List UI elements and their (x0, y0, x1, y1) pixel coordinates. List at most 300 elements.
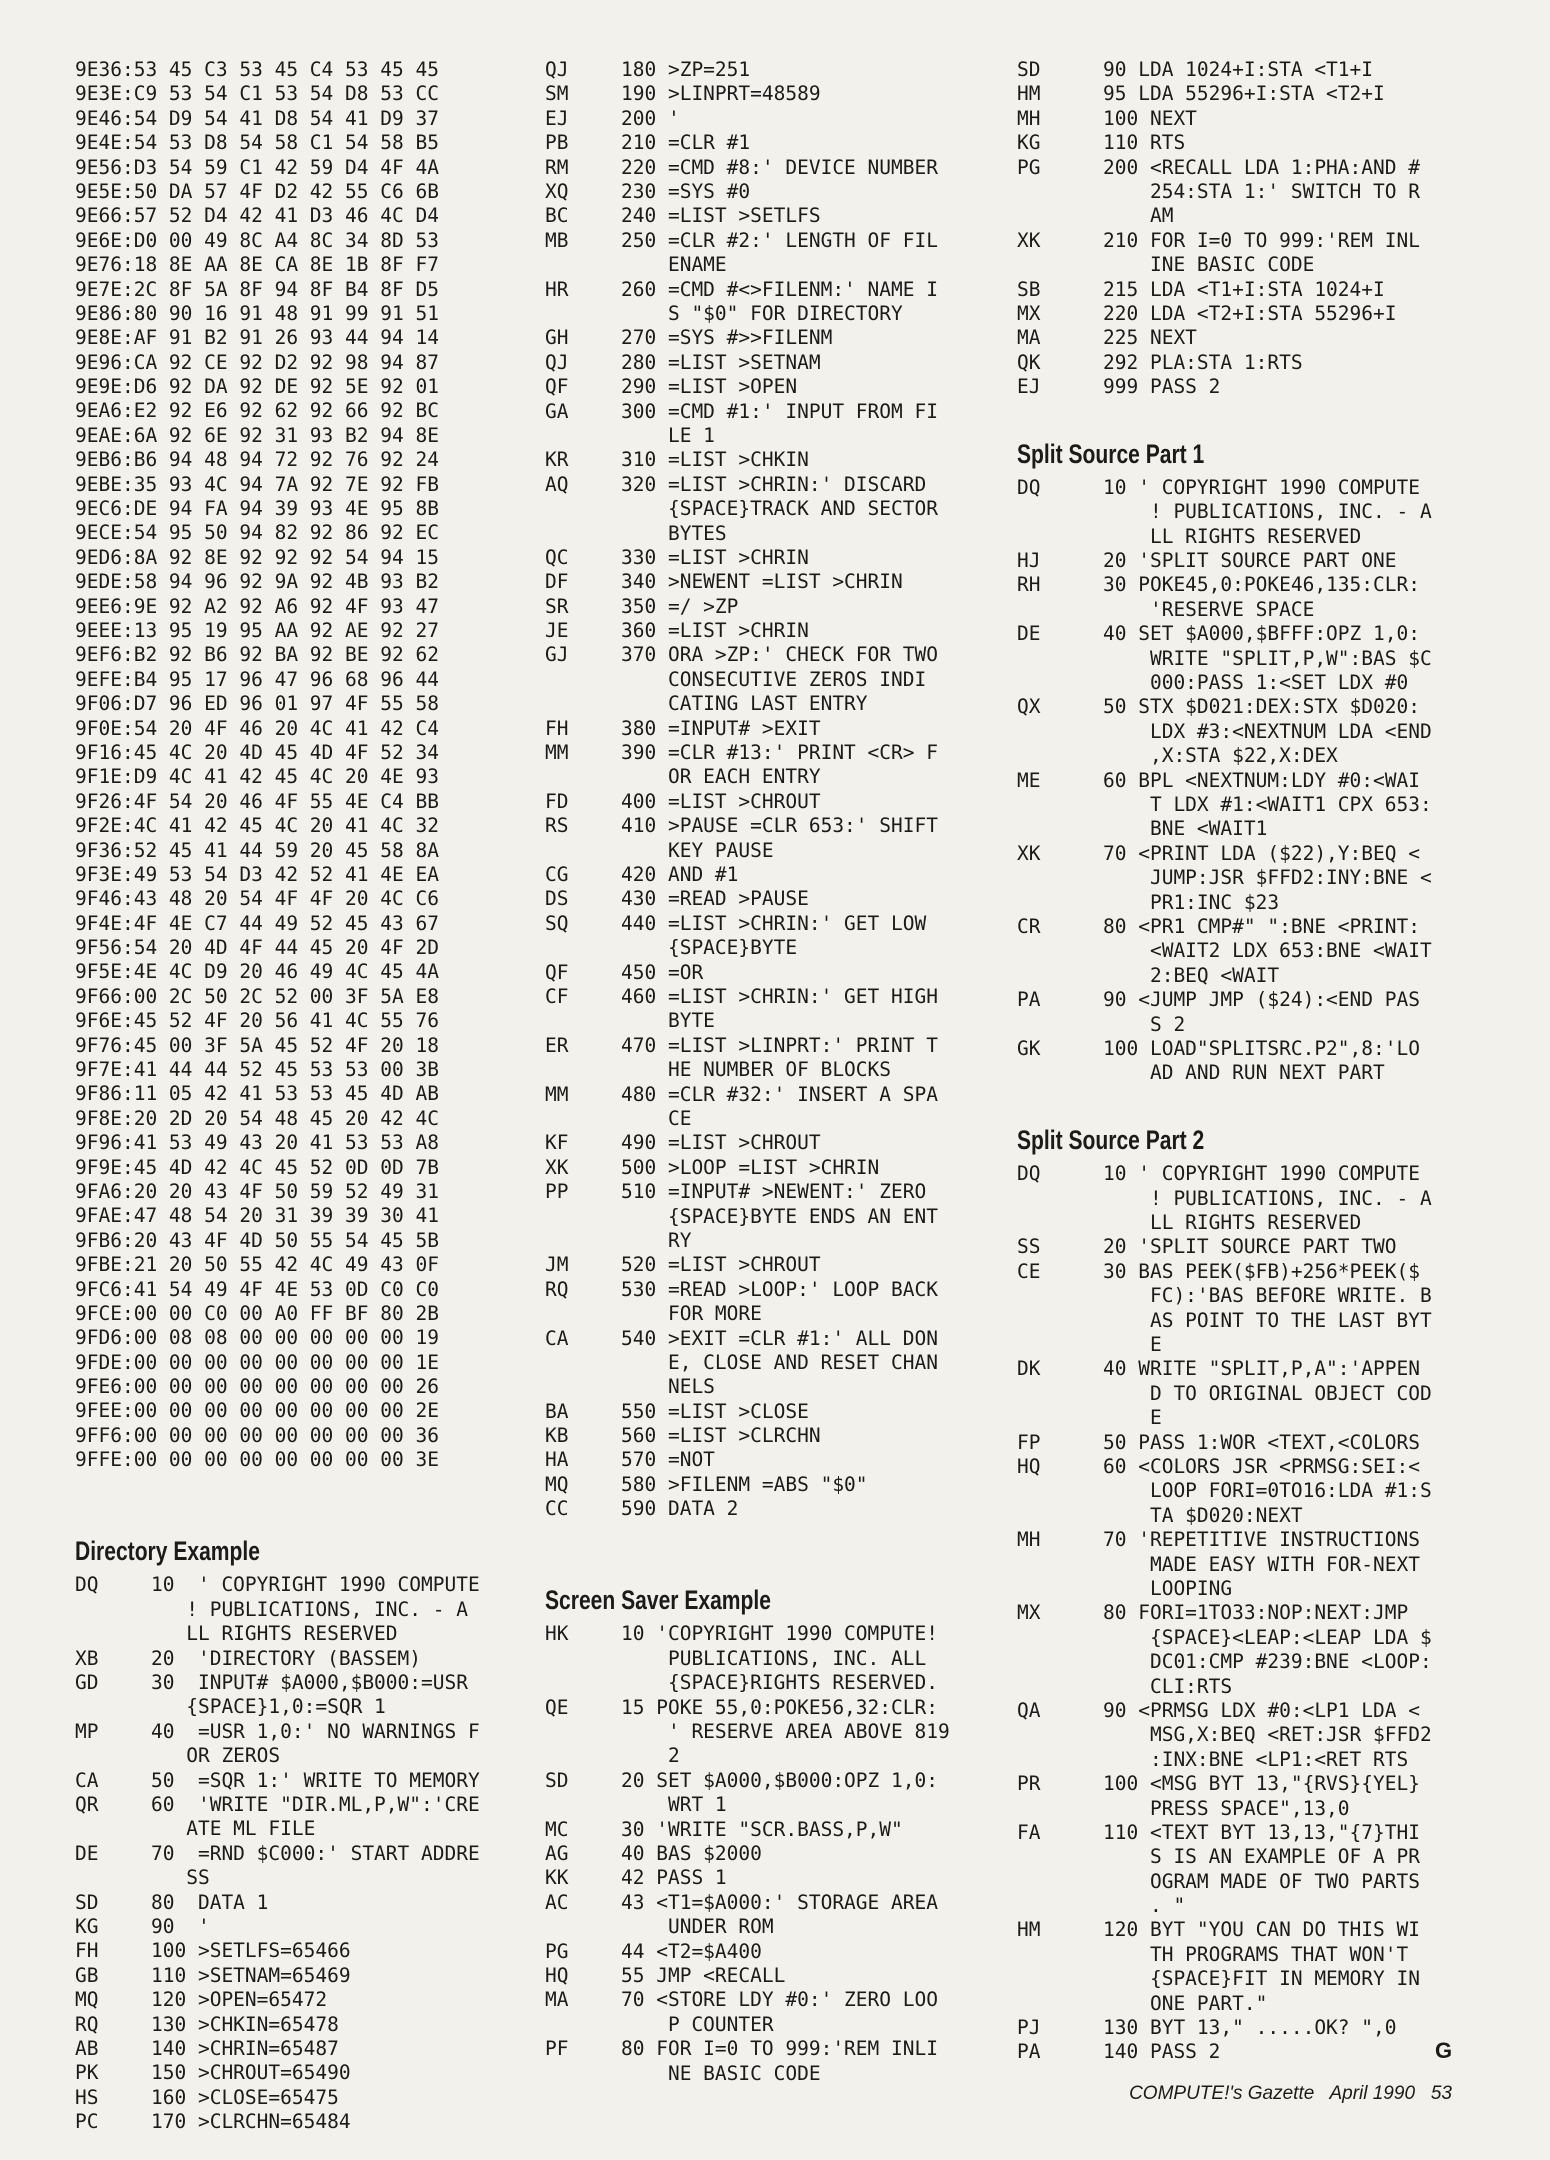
program-line-text: 10 'COPYRIGHT 1990 COMPUTE! PUBLICATIONS, INC. ALL {SPACE}RIGHTS RESERVED. (621, 1622, 938, 1695)
program-line-text: 55 JMP <RECALL (621, 1963, 786, 1987)
program-line-text: 130 BYT 13," .....OK? ",0 (1103, 2016, 1397, 2040)
program-line (545, 1842, 985, 1866)
program-line-text: 150 >CHROUT=65490 (151, 2061, 351, 2085)
program-line (545, 156, 985, 180)
program-line-text: 20 'SPLIT SOURCE PART ONE (1103, 549, 1397, 573)
checksum-code: CE (1017, 1259, 1041, 1283)
directory-example-listing-continued (545, 58, 985, 1522)
program-line-text: 370 ORA >ZP:' CHECK FOR TWO CONSECUTIVE ZEROS INDI CATING LAST ENTRY (621, 643, 938, 716)
program-line-text: 270 =SYS #>>FILENM (621, 326, 833, 350)
program-line-text: 130 >CHKIN=65478 (151, 2012, 339, 2036)
hex-dump-line: 9FA6:20 20 43 4F 50 59 52 49 31 (75, 1179, 439, 1203)
checksum-code: GK (1017, 1037, 1041, 1060)
hex-dump-line: 9E76:18 8E AA 8E CA 8E 1B 8F F7 (75, 253, 439, 277)
program-line (1017, 1455, 1457, 1528)
checksum-code: XK (1017, 228, 1041, 252)
checksum-code: RM (545, 155, 569, 179)
checksum-code: MH (1017, 106, 1041, 130)
hex-dump-listing (75, 58, 515, 1473)
hex-dump-line: 9E36:53 45 C3 53 45 C4 53 45 45 (75, 58, 439, 81)
program-line-text: 30 INPUT# $A000,$B000:=USR {SPACE}1,0:=SQR 1 (151, 1671, 468, 1719)
checksum-code: RQ (545, 1277, 569, 1301)
program-line (1017, 1357, 1457, 1430)
program-line (75, 2013, 515, 2037)
program-line-text: 300 =CMD #1:' INPUT FROM FI LE 1 (621, 399, 938, 447)
hex-dump-line: 9F5E:4E 4C D9 20 46 49 4C 45 4A (75, 960, 439, 984)
hex-dump-line: 9E66:57 52 D4 42 41 D3 46 4C D4 (75, 204, 439, 228)
checksum-code: XQ (545, 179, 569, 203)
program-line-text: 190 >LINPRT=48589 (621, 82, 821, 106)
checksum-code: JM (545, 1253, 569, 1277)
program-line-text: 470 =LIST >LINPRT:' PRINT T HE NUMBER OF BLOCKS (621, 1033, 938, 1082)
hex-dump-line: 9F66:00 2C 50 2C 52 00 3F 5A E8 (75, 984, 439, 1008)
checksum-code: KK (545, 1866, 569, 1890)
program-line-text: 120 BYT "YOU CAN DO THIS WI TH PROGRAMS THAT WON'T {SPACE}FIT IN MEMORY IN ONE PART." (1103, 1918, 1420, 2015)
program-line (545, 448, 985, 472)
program-line (1017, 842, 1457, 915)
checksum-code: KR (545, 448, 569, 472)
program-line (75, 2037, 515, 2061)
program-line-text: 60 'WRITE "DIR.ML,P,W":'CRE ATE ML FILE (151, 1793, 480, 1841)
hex-dump-line: 9E7E:2C 8F 5A 8F 94 8F B4 8F D5 (75, 277, 439, 301)
article-end-mark: G (1435, 2038, 1453, 2063)
program-line (545, 58, 985, 82)
hex-dump-line: 9FAE:47 48 54 20 31 39 39 30 41 (75, 1204, 439, 1228)
program-line (1017, 82, 1457, 106)
checksum-code: PC (75, 2110, 99, 2134)
hex-dump-line: 9F36:52 45 41 44 59 20 45 58 8A (75, 838, 439, 862)
program-line (545, 1156, 985, 1180)
program-line (75, 1915, 515, 1939)
program-line-text: 20 SET $A000,$B000:OPZ 1,0: WRT 1 (621, 1768, 938, 1817)
program-line-text: 40 WRITE "SPLIT,P,A":'APPEN D TO ORIGINAL OBJECT COD E (1103, 1357, 1432, 1430)
checksum-code: PG (1017, 155, 1041, 179)
program-line (75, 1964, 515, 1988)
hex-dump-line: 9F0E:54 20 4F 46 20 4C 41 42 C4 (75, 716, 439, 740)
checksum-code: DQ (1017, 475, 1041, 499)
program-line-text: 350 =/ >ZP (621, 594, 739, 618)
program-line (1017, 326, 1457, 350)
program-line (545, 278, 985, 327)
checksum-code: DS (545, 887, 569, 911)
checksum-code: MA (1017, 326, 1041, 350)
checksum-code: QK (1017, 350, 1041, 374)
program-line-text: 44 <T2=$A400 (621, 1939, 762, 1963)
checksum-code: DQ (75, 1573, 99, 1597)
hex-dump-line: 9EDE:58 94 96 92 9A 92 4B 93 B2 (75, 570, 439, 594)
program-line-text: 50 PASS 1:WOR <TEXT,<COLORS (1103, 1430, 1420, 1454)
program-line (1017, 1162, 1457, 1235)
checksum-code: HM (1017, 82, 1041, 106)
hex-dump-line: 9EA6:E2 92 E6 92 62 92 66 92 BC (75, 399, 439, 423)
program-line (1017, 988, 1457, 1037)
hex-dump-line: 9ED6:8A 92 8E 92 92 92 54 94 15 (75, 545, 439, 569)
hex-dump-line: 9FBE:21 20 50 55 42 4C 49 43 0F (75, 1253, 439, 1277)
directory-example-listing (75, 1573, 515, 2134)
checksum-code: KG (1017, 131, 1041, 155)
checksum-code: MX (1017, 301, 1041, 325)
program-line-text: 225 NEXT (1103, 326, 1197, 350)
program-line-text: 50 =SQR 1:' WRITE TO MEMORY (151, 1768, 480, 1792)
hex-dump-line: 9F4E:4F 4E C7 44 49 52 45 43 67 (75, 911, 439, 935)
program-line-text: 230 =SYS #0 (621, 179, 751, 203)
program-line-text: 15 POKE 55,0:POKE56,32:CLR: ' RESERVE AREA ABOVE 819 2 (621, 1695, 950, 1768)
hex-dump-line: 9E8E:AF 91 B2 91 26 93 44 94 14 (75, 326, 439, 350)
program-line (545, 1964, 985, 1988)
checksum-code: AQ (545, 472, 569, 496)
program-line-text: 40 BAS $2000 (621, 1842, 762, 1865)
program-line-text: 100 NEXT (1103, 106, 1197, 130)
program-line-text: 100 >SETLFS=65466 (151, 1939, 351, 1963)
program-line (1017, 302, 1457, 326)
hex-dump-line: 9E56:D3 54 59 C1 42 59 D4 4F 4A (75, 155, 439, 179)
program-line-text: 360 =LIST >CHRIN (621, 619, 809, 643)
checksum-code: XB (75, 1646, 99, 1670)
program-line (1017, 2040, 1457, 2064)
program-line-text: 510 =INPUT# >NEWENT:' ZERO {SPACE}BYTE ENDS AN ENT RY (621, 1180, 938, 1252)
program-line (545, 473, 985, 546)
program-line (545, 912, 985, 961)
checksum-code: QE (545, 1695, 569, 1719)
program-line-text: 95 LDA 55296+I:STA <T2+I (1103, 82, 1385, 106)
program-line-text: 540 >EXIT =CLR #1:' ALL DON E, CLOSE AND RESET CHAN NELS (621, 1326, 938, 1399)
program-line (75, 1988, 515, 2012)
program-line (1017, 278, 1457, 302)
hex-dump-line: 9FB6:20 43 4F 4D 50 55 54 45 5B (75, 1228, 439, 1252)
checksum-code: KF (545, 1131, 569, 1155)
program-line (1017, 1601, 1457, 1699)
hex-dump-line: 9E4E:54 53 D8 54 58 C1 54 58 B5 (75, 131, 439, 155)
checksum-code: MM (545, 741, 569, 765)
program-line-text: 10 ' COPYRIGHT 1990 COMPUTE ! PUBLICATIONS, INC. - A LL RIGHTS RESERVED (1103, 1162, 1432, 1234)
program-line (1017, 229, 1457, 278)
hex-dump-line: 9F46:43 48 20 54 4F 4F 20 4C C6 (75, 887, 439, 911)
checksum-code: GD (75, 1671, 99, 1695)
program-line (75, 2061, 515, 2085)
checksum-code: FD (545, 789, 569, 813)
hex-dump-line: 9EB6:B6 94 48 94 72 92 76 92 24 (75, 448, 439, 472)
program-line (545, 1448, 985, 1472)
checksum-code: MC (545, 1817, 569, 1841)
checksum-code: PA (1017, 2040, 1041, 2064)
program-line (545, 1180, 985, 1253)
program-line-text: 80 <PR1 CMP#" ":BNE <PRINT: <WAIT2 LDX 653:BNE <WAIT 2:BEQ <WAIT (1103, 915, 1432, 987)
checksum-code: PA (1017, 988, 1041, 1012)
program-line-text: 200 <RECALL LDA 1:PHA:AND # 254:STA 1:' SWITCH TO R AM (1103, 155, 1420, 228)
program-line (545, 1083, 985, 1132)
checksum-code: DQ (1017, 1162, 1041, 1186)
hex-dump-line: 9E96:CA 92 CE 92 D2 92 98 94 87 (75, 350, 439, 374)
checksum-code: PF (545, 2037, 569, 2061)
program-line-text: 10 ' COPYRIGHT 1990 COMPUTE ! PUBLICATIONS, INC. - A LL RIGHTS RESERVED (151, 1573, 480, 1646)
checksum-code: RS (545, 814, 569, 838)
program-line-text: 80 FORI=1TO33:NOP:NEXT:JMP {SPACE}<LEAP:<LEAP LDA $ DC01:CMP #239:BNE <LOOP: CLI:RTS (1103, 1601, 1432, 1698)
program-line-text: 250 =CLR #2:' LENGTH OF FIL ENAME (621, 228, 938, 277)
split-source-part-2-listing (1017, 1162, 1457, 2065)
checksum-code: DF (545, 570, 569, 594)
program-line-text: 70 <STORE LDY #0:' ZERO LOO P COUNTER (621, 1988, 938, 2036)
checksum-code: XK (545, 1155, 569, 1179)
hex-dump-line: 9EC6:DE 94 FA 94 39 93 4E 95 8B (75, 497, 439, 521)
checksum-code: KB (545, 1424, 569, 1448)
program-line-text: 43 <T1=$A000:' STORAGE AREA UNDER ROM (621, 1890, 938, 1939)
program-line (545, 790, 985, 814)
program-line (1017, 549, 1457, 573)
hex-dump-line: 9F06:D7 96 ED 96 01 97 4F 55 58 (75, 692, 439, 716)
program-line-text: 42 PASS 1 (621, 1866, 727, 1890)
program-line (75, 2086, 515, 2110)
program-line-text: 110 <TEXT BYT 13,13,"{7}THI S IS AN EXAMPLE OF A PR OGRAM MADE OF TWO PARTS . " (1103, 1820, 1420, 1918)
program-line (545, 643, 985, 716)
program-line (545, 1988, 985, 2037)
column-right (1017, 58, 1457, 2065)
checksum-code: HQ (1017, 1454, 1041, 1478)
hex-dump-line: 9FFE:00 00 00 00 00 00 00 00 3E (75, 1448, 439, 1472)
program-line-text: 20 'DIRECTORY (BASSEM) (151, 1646, 422, 1670)
program-line-text: 60 <COLORS JSR <PRMSG:SEI:< LOOP FORI=0TO16:LDA #1:S TA $D020:NEXT (1103, 1454, 1432, 1527)
program-line-text: 580 >FILENM =ABS "$0" (621, 1472, 868, 1496)
checksum-code: RH (1017, 573, 1041, 597)
program-line-text: 999 PASS 2 (1103, 375, 1221, 399)
checksum-code: QJ (545, 58, 569, 81)
program-line (1017, 476, 1457, 549)
program-line (545, 1696, 985, 1769)
program-line (1017, 156, 1457, 229)
program-line-text: 220 LDA <T2+I:STA 55296+I (1103, 301, 1397, 325)
checksum-code: DE (75, 1841, 99, 1865)
checksum-code: DE (1017, 622, 1041, 646)
program-line-text: 140 >CHRIN=65487 (151, 2036, 339, 2060)
program-line (545, 1253, 985, 1277)
hex-dump-line: 9F7E:41 44 44 52 45 53 53 00 3B (75, 1058, 439, 1082)
hex-dump-line: 9F6E:45 52 4F 20 56 41 4C 55 76 (75, 1009, 439, 1033)
hex-dump-line: 9F76:45 00 3F 5A 45 52 4F 20 18 (75, 1033, 439, 1057)
hex-dump-line: 9FC6:41 54 49 4F 4E 53 0D C0 C0 (75, 1277, 439, 1301)
hex-dump-line: 9E86:80 90 16 91 48 91 99 91 51 (75, 301, 439, 325)
program-line-text: 90 <PRMSG LDX #0:<LP1 LDA < MSG,X:BEQ <RET:JSR $FFD2 :INX:BNE <LP1:<RET RTS (1103, 1698, 1432, 1771)
checksum-code: BA (545, 1399, 569, 1423)
program-line-text: 500 >LOOP =LIST >CHRIN (621, 1155, 880, 1179)
program-line (545, 204, 985, 228)
hex-dump-line: 9EF6:B2 92 B6 92 BA 92 BE 92 62 (75, 643, 439, 667)
hex-dump-line: 9E5E:50 DA 57 4F D2 42 55 C6 6B (75, 179, 439, 203)
checksum-code: MM (545, 1082, 569, 1106)
program-line-text: 310 =LIST >CHKIN (621, 448, 809, 472)
checksum-code: MQ (545, 1472, 569, 1496)
program-line-text: 440 =LIST >CHRIN:' GET LOW {SPACE}BYTE (621, 911, 927, 960)
program-line (1017, 1699, 1457, 1772)
section-heading-directory-example: Directory Example (75, 1536, 260, 1567)
program-line-text: 110 >SETNAM=65469 (151, 1963, 351, 1987)
program-line-text: 50 STX $D021:DEX:STX $D020: LDX #3:<NEXTNUM LDA <END ,X:STA $22,X:DEX (1103, 695, 1432, 768)
checksum-code: CA (545, 1326, 569, 1350)
program-line-text: 400 =LIST >CHROUT (621, 789, 821, 813)
program-line (1017, 2016, 1457, 2040)
checksum-code: FA (1017, 1820, 1041, 1844)
hex-dump-line: 9EE6:9E 92 A2 92 A6 92 4F 93 47 (75, 594, 439, 618)
program-line-text: 110 RTS (1103, 131, 1186, 155)
hex-dump-line: 9F8E:20 2D 20 54 48 45 20 42 4C (75, 1106, 439, 1130)
program-line-text: 480 =CLR #32:' INSERT A SPA CE (621, 1082, 938, 1130)
program-line (545, 400, 985, 449)
checksum-code: MQ (75, 1988, 99, 2012)
checksum-code: SD (545, 1768, 569, 1792)
program-line-text: 200 ' (621, 106, 680, 130)
program-line (1017, 622, 1457, 695)
program-line (75, 1939, 515, 1963)
checksum-code: CG (545, 863, 569, 886)
checksum-code: SD (75, 1890, 99, 1914)
checksum-code: RQ (75, 2012, 99, 2036)
checksum-code: GH (545, 326, 569, 350)
screen-saver-example-listing-continued (1017, 58, 1457, 400)
checksum-code: HM (1017, 1918, 1041, 1942)
checksum-code: FH (545, 716, 569, 740)
program-line (1017, 769, 1457, 842)
hex-dump-line: 9FD6:00 08 08 00 00 00 00 00 19 (75, 1326, 439, 1350)
checksum-code: SB (1017, 277, 1041, 301)
hex-dump-line: 9F86:11 05 42 41 53 53 45 4D AB (75, 1082, 439, 1106)
checksum-code: CR (1017, 915, 1041, 939)
program-line (545, 1866, 985, 1890)
checksum-code: HR (545, 277, 569, 301)
program-line (545, 887, 985, 911)
program-line (75, 1671, 515, 1720)
program-line-text: 170 >CLRCHN=65484 (151, 2110, 351, 2134)
section-heading-split-source-part-1: Split Source Part 1 (1017, 438, 1205, 469)
checksum-code: PR (1017, 1772, 1041, 1796)
checksum-code: PG (545, 1939, 569, 1963)
hex-dump-line: 9F26:4F 54 20 46 4F 55 4E C4 BB (75, 789, 439, 813)
page-footer (1129, 2083, 1452, 2105)
program-line-text: 90 ' (151, 1914, 210, 1938)
program-line-text: 420 AND #1 (621, 863, 739, 886)
checksum-code: PJ (1017, 2016, 1041, 2040)
checksum-code: PP (545, 1180, 569, 1204)
checksum-code: FH (75, 1939, 99, 1963)
hex-dump-line: 9F9E:45 4D 42 4C 45 52 0D 0D 7B (75, 1155, 439, 1179)
program-line (545, 1400, 985, 1424)
program-line (545, 619, 985, 643)
checksum-code: SM (545, 82, 569, 106)
checksum-code: EJ (545, 106, 569, 130)
program-line-text: 70 <PRINT LDA ($22),Y:BEQ < JUMP:JSR $FFD2:INY:BNE < PR1:INC $23 (1103, 841, 1432, 914)
program-line (545, 1622, 985, 1695)
program-line (545, 375, 985, 399)
footer-magazine-name: COMPUTE!'s Gazette (1129, 2083, 1315, 2104)
program-line-text: 430 =READ >PAUSE (621, 887, 809, 911)
program-line-text: 10 ' COPYRIGHT 1990 COMPUTE ! PUBLICATIONS, INC. - A LL RIGHTS RESERVED (1103, 475, 1432, 548)
checksum-code: SD (1017, 58, 1041, 81)
program-line-text: 380 =INPUT# >EXIT (621, 716, 821, 740)
checksum-code: QX (1017, 695, 1041, 719)
program-line (1017, 1821, 1457, 1919)
program-line (1017, 107, 1457, 131)
program-line (545, 570, 985, 594)
program-line (75, 1573, 515, 1646)
checksum-code: CF (545, 984, 569, 1008)
program-line (75, 1720, 515, 1769)
hex-dump-line: 9E6E:D0 00 49 8C A4 8C 34 8D 53 (75, 228, 439, 252)
checksum-code: MA (545, 1988, 569, 2012)
section-heading-split-source-part-2: Split Source Part 2 (1017, 1125, 1205, 1156)
hex-dump-line: 9FDE:00 00 00 00 00 00 00 00 1E (75, 1350, 439, 1374)
checksum-code: ER (545, 1033, 569, 1057)
hex-dump-line: 9FE6:00 00 00 00 00 00 00 00 26 (75, 1375, 439, 1399)
program-line (545, 82, 985, 106)
checksum-code: ME (1017, 768, 1041, 792)
program-line-text: 410 >PAUSE =CLR 653:' SHIFT KEY PAUSE (621, 814, 938, 862)
footer-page-number: 53 (1430, 2083, 1452, 2104)
program-line-text: 590 DATA 2 (621, 1497, 739, 1521)
program-line-text: 290 =LIST >OPEN (621, 375, 798, 399)
program-line-text: 260 =CMD #<>FILENM:' NAME I S "$0" FOR DIRECTORY (621, 277, 938, 325)
program-line (1017, 1260, 1457, 1358)
program-line (1017, 1235, 1457, 1259)
checksum-code: HS (75, 2085, 99, 2109)
program-line (545, 863, 985, 887)
checksum-code: GA (545, 399, 569, 423)
program-line-text: 215 LDA <T1+I:STA 1024+I (1103, 277, 1385, 301)
program-line-text: 240 =LIST >SETLFS (621, 204, 821, 228)
program-line-text: 280 =LIST >SETNAM (621, 350, 821, 374)
program-line (1017, 1431, 1457, 1455)
program-line (1017, 351, 1457, 375)
program-line-text: 30 POKE45,0:POKE46,135:CLR: 'RESERVE SPACE (1103, 573, 1420, 621)
program-line (545, 717, 985, 741)
hex-dump-line: 9E9E:D6 92 DA 92 DE 92 5E 92 01 (75, 375, 439, 399)
checksum-code: PK (75, 2061, 99, 2085)
program-line (545, 107, 985, 131)
program-line (1017, 131, 1457, 155)
program-line-text: 550 =LIST >CLOSE (621, 1399, 809, 1423)
program-line (545, 131, 985, 155)
program-line (75, 1647, 515, 1671)
checksum-code: CA (75, 1768, 99, 1792)
program-line (75, 1769, 515, 1793)
program-line-text: 530 =READ >LOOP:' LOOP BACK FOR MORE (621, 1277, 938, 1326)
program-line-text: 160 >CLOSE=65475 (151, 2085, 339, 2109)
program-line (545, 326, 985, 350)
hex-dump-line: 9F16:45 4C 20 4D 45 4D 4F 52 34 (75, 740, 439, 764)
program-line-text: 70 =RND $C000:' START ADDRE SS (151, 1841, 480, 1890)
program-line (75, 2110, 515, 2134)
hex-dump-line: 9EFE:B4 95 17 96 47 96 68 96 44 (75, 667, 439, 691)
program-line (545, 985, 985, 1034)
program-line (1017, 1037, 1457, 1086)
program-line (545, 180, 985, 204)
checksum-code: FP (1017, 1430, 1041, 1454)
checksum-code: JE (545, 619, 569, 643)
program-line (545, 814, 985, 863)
hex-dump-line: 9EEE:13 95 19 95 AA 92 AE 92 27 (75, 618, 439, 642)
hex-dump-line: 9FEE:00 00 00 00 00 00 00 00 2E (75, 1399, 439, 1423)
screen-saver-example-listing (545, 1622, 985, 2086)
checksum-code: SS (1017, 1235, 1041, 1259)
program-line (545, 351, 985, 375)
checksum-code: MP (75, 1719, 99, 1743)
checksum-code: HQ (545, 1963, 569, 1987)
program-line-text: 140 PASS 2 (1103, 2040, 1221, 2064)
checksum-code: PB (545, 131, 569, 155)
checksum-code: QC (545, 545, 569, 569)
program-line-text: 210 =CLR #1 (621, 131, 751, 155)
checksum-code: HA (545, 1448, 569, 1472)
program-line-text: 320 =LIST >CHRIN:' DISCARD {SPACE}TRACK AND SECTOR BYTES (621, 472, 938, 545)
program-line (545, 2037, 985, 2086)
program-line-text: 210 FOR I=0 TO 999:'REM INL INE BASIC CODE (1103, 228, 1420, 277)
program-line (545, 1327, 985, 1400)
